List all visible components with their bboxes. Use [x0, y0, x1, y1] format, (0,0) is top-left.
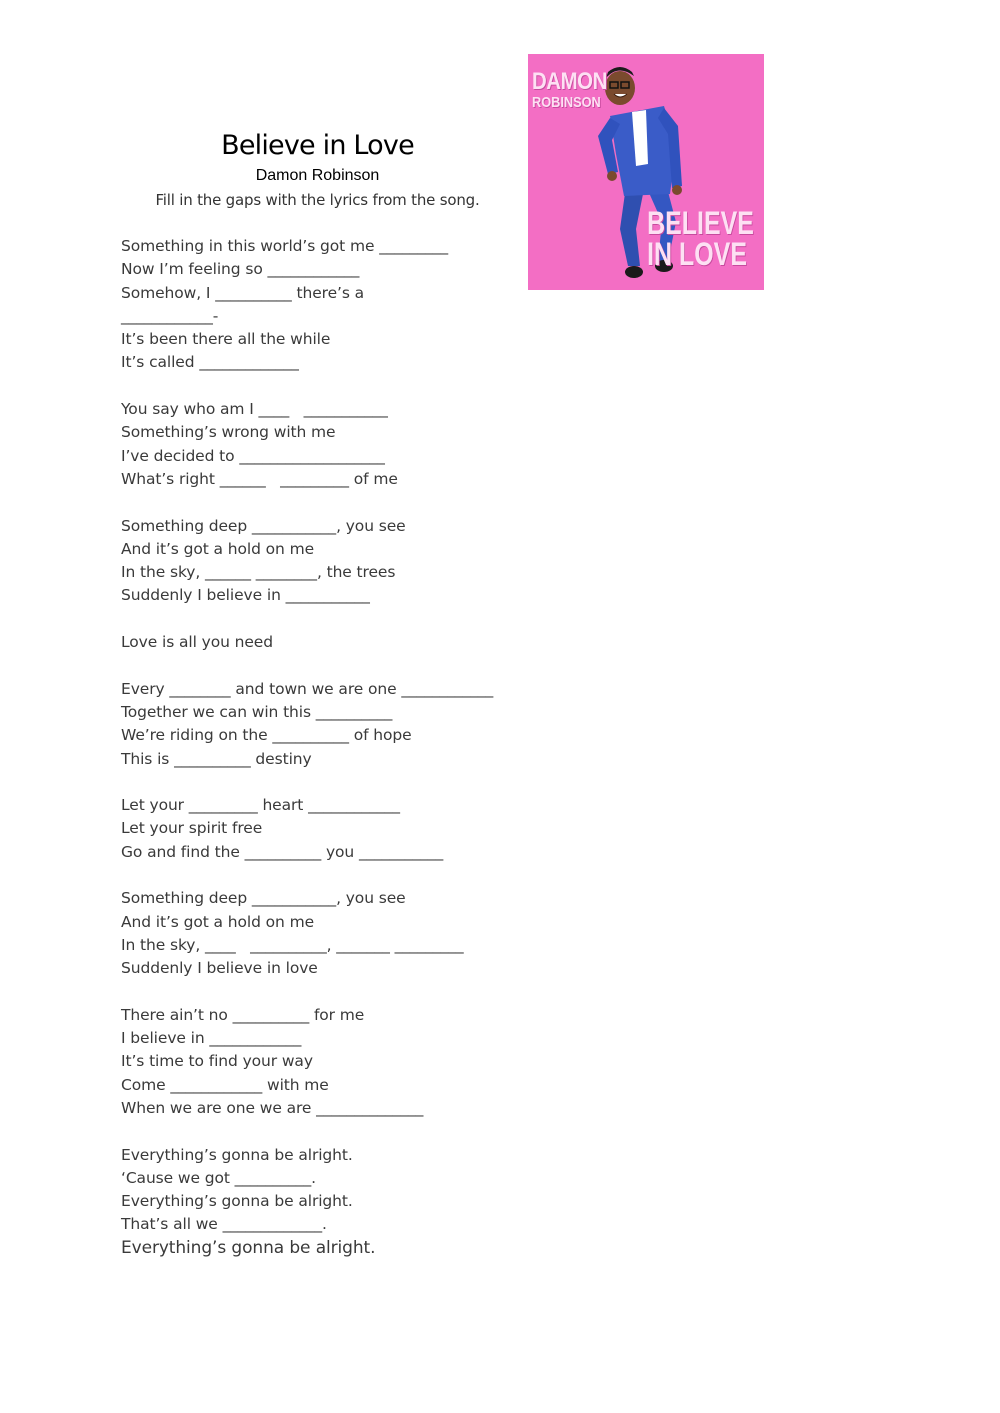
- lyric-line: Something deep ___________, you see: [121, 516, 406, 535]
- lyric-line: There ain’t no __________ for me: [121, 1005, 365, 1024]
- lyric-line: ‘Cause we got __________.: [121, 1168, 317, 1187]
- lyric-line: ____________-: [121, 306, 219, 325]
- lyric-line: And it’s got a hold on me: [121, 912, 315, 931]
- lyric-line: In the sky, ______ ________, the trees: [121, 563, 396, 582]
- stanza: [121, 1144, 611, 1260]
- lyric-line: What’s right ______ _________ of me: [121, 469, 398, 488]
- lyric-line: It’s been there all the while: [121, 330, 331, 349]
- lyric-line: You say who am I ____ ___________: [121, 400, 388, 419]
- lyric-line: Every ________ and town we are one ____________: [121, 679, 494, 698]
- lyric-line: When we are one we are ______________: [121, 1098, 424, 1117]
- stanza: [121, 398, 611, 491]
- cover-title-text: BELIEVE IN LOVE: [647, 205, 754, 272]
- stanza: [121, 678, 611, 771]
- lyric-line: Everything’s gonna be alright.: [121, 1192, 353, 1211]
- lyric-line: Somehow, I __________ there’s a: [121, 283, 365, 302]
- lyric-line: This is __________ destiny: [121, 749, 312, 768]
- lyric-line: Suddenly I believe in ___________: [121, 586, 370, 605]
- lyric-line: I’ve decided to ___________________: [121, 446, 385, 465]
- lyric-line: And it’s got a hold on me: [121, 539, 315, 558]
- artist-name: Damon Robinson: [255, 167, 380, 184]
- lyric-line: Now I’m feeling so ____________: [121, 260, 360, 279]
- stanza: [121, 1004, 611, 1120]
- lyric-line: Come ____________ with me: [121, 1075, 329, 1094]
- lyric-line: Everything’s gonna be alright.: [121, 1145, 353, 1164]
- lyric-line: Something deep ___________, you see: [121, 889, 406, 908]
- lyric-line: That’s all we _____________.: [121, 1215, 327, 1234]
- stanza: [121, 794, 611, 864]
- lyric-line: In the sky, ____ __________, _______ _________: [121, 935, 464, 954]
- lyric-line: Go and find the __________ you ___________: [121, 842, 444, 861]
- instructions: Fill in the gaps with the lyrics from the song.: [155, 191, 480, 209]
- lyric-line: Love is all you need: [121, 633, 273, 652]
- worksheet-header: [120, 128, 515, 212]
- lyric-line: Something in this world’s got me _________: [121, 237, 449, 255]
- lyric-line: Let your _________ heart ____________: [121, 796, 400, 815]
- stanza: [121, 631, 611, 654]
- lyric-line: Everything’s gonna be alright.: [121, 1237, 376, 1258]
- lyric-line: Together we can win this __________: [121, 702, 393, 721]
- page-title: Believe in Love: [221, 130, 414, 161]
- lyric-line: We’re riding on the __________ of hope: [121, 726, 412, 745]
- lyric-line: It’s called _____________: [121, 353, 299, 372]
- lyric-line: It’s time to find your way: [121, 1052, 313, 1071]
- stanza: [121, 235, 611, 375]
- lyrics: [121, 235, 611, 1283]
- lyric-line: I believe in ____________: [121, 1029, 302, 1048]
- lyric-line: Something’s wrong with me: [121, 423, 336, 442]
- lyric-line: Suddenly I believe in love: [121, 959, 318, 978]
- cover-artist-text: DAMON ROBINSON: [532, 68, 607, 111]
- stanza: [121, 515, 611, 608]
- stanza: [121, 887, 611, 980]
- lyric-line: Let your spirit free: [121, 819, 263, 838]
